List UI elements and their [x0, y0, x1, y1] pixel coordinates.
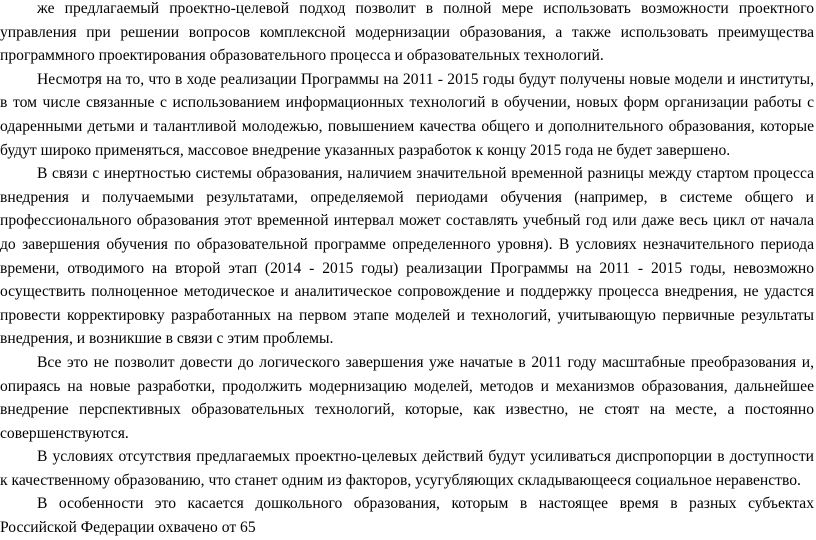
paragraph-4: Все это не позволит довести до логического завершения уже начатые в 2011 году масштабные преобразования и, опираясь на новые разработки, продолжить модернизацию моделей, методов и механизмов образования, дальнейшее внедрение перспективных образовательных технологий, которые, как известно, не стоят на месте, а постоянно совершенствуются.: [0, 353, 814, 442]
paragraph-5: В условиях отсутствия предлагаемых проектно-целевых действий будут усиливаться диспропорции в доступности к качественному образованию, что станет одним из факторов, усугубляющих складывающееся социальное неравенство.: [0, 448, 814, 489]
paragraph-3: В связи с инертностью системы образования, наличием значительной временной разницы между стартом процесса внедрения и получаемыми результатами, определяемой периодами обучения (например, в системе общего и профессионального образования этот временной интервал может составлять учебный год или даже весь цикл от начала до завершения обучения по образовательной программе определенного уровня). В условиях незначительного периода времени, отводимого на второй этап (2014 - 2015 годы) реализации Программы на 2011 - 2015 годы, невозможно осуществить полноценное методическое и аналитическое сопровождение и поддержку процесса внедрения, не удастся провести корректировку разработанных на первом этапе моделей и технологий, учитывающую первичные результаты внедрения, и возникшие в связи с этим проблемы.: [0, 165, 814, 348]
paragraph-2: Несмотря на то, что в ходе реализации Программы на 2011 - 2015 годы будут получены новые модели и институты, в том числе связанные с использованием информационных технологий в обучении, новых форм организации работы с одаренными детьми и талантливой молодежью, повышением качества общего и дополнительного образования, которые будут широко применяться, массовое внедрение указанных разработок к концу 2015 года не будет завершено.: [0, 70, 814, 159]
paragraph-6-continuation: Российской Федерации охвачено от 65: [0, 519, 256, 537]
paragraph-6: В особенности это касается дошкольного образования, которым в настоящее время в разных субъектах: [37, 495, 814, 513]
paragraph-1: же предлагаемый проектно-целевой подход позволит в полной мере использовать возможности проектного управления при решении вопросов комплексной модернизации образования, а также использовать преимущества программного проектирования образовательного процесса и образовательных технологий.: [0, 0, 814, 65]
